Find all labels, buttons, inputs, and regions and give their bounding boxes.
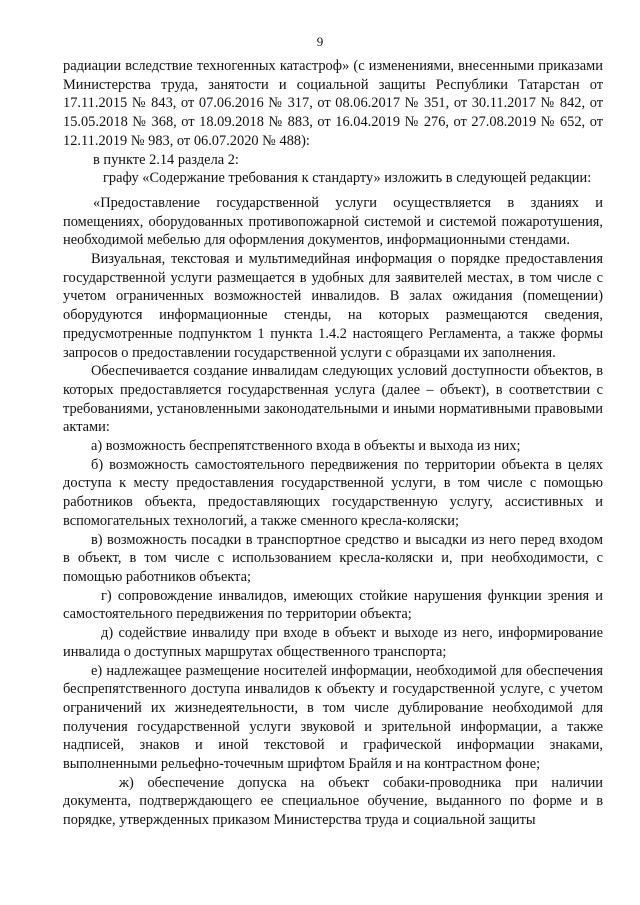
- list-item-a: а) возможность беспрепятственного входа в объекты и выхода из них;: [91, 438, 521, 455]
- paragraph-premises: «Предоставление государственной услуги осуществляется в зданиях и помещениях, оборудованных противопожарной системой и системой пожаротушения, необходимой мебелью для оформления документов, информационными стендами.: [63, 194, 603, 249]
- body-text: [63, 57, 603, 830]
- list-item-e: е) надлежащее размещение носителей информации, необходимой для обеспечения беспрепятственного доступа инвалидов к объекту и государственной услуге, с учетом ограничений их жизнедеятельности, в том числе дублирование необходимой для получения государственной услуги звуковой и зрительной информации, а также надписей, знаков и иной текстовой и графической информации знаками, выполненными рельефно-точечным шрифтом Брайля и на контрастном фоне;: [63, 662, 603, 773]
- list-item-b: б) возможность самостоятельного передвижения по территории объекта в целях доступа к месту предоставления государственной услуги, в том числе с помощью работников объекта, предоставляющих государственную услугу, ассистивных и вспомогательных технологий, а также сменного кресла-коляски;: [63, 456, 603, 529]
- paragraph-column-instruction: графу «Содержание требования к стандарту» изложить в следующей редакции:: [103, 170, 592, 187]
- list-item-v: в) возможность посадки в транспортное средство и высадки из него перед входом в объект, в том числе с использованием кресла-коляски и, при необходимости, с помощью работников объекта;: [63, 531, 603, 585]
- list-item-g: г) сопровождение инвалидов, имеющих стойкие нарушения функции зрения и самостоятельного передвижения по территории объекта;: [63, 587, 603, 623]
- list-item-d: д) содействие инвалиду при входе в объект и выходе из него, информирование инвалида о доступных маршрутах общественного транспорта;: [63, 625, 603, 660]
- paragraph-continuation: радиации вследствие техногенных катастроф» (с изменениями, внесенными приказами Министерства труда, занятости и социальной защиты Республики Татарстан от 17.11.2015 № 843, от 07.06.2016 № 317, от 08.06.2017 № 351, от 30.11.2017 № 842, от 15.05.2018 № 368, от 18.09.2018 № 883, от 16.04.2019 № 276, от 27.08.2019 № 652, от 12.11.2019 № 983, от 06.07.2020 № 488):: [63, 58, 603, 149]
- paragraph-accessibility-intro: Обеспечивается создание инвалидам следующих условий доступности объектов, в которых предоставляется государственная услуга (далее – объект), в соответствии с требованиями, установленными законодательными и иными нормативными правовыми актами:: [63, 363, 603, 436]
- paragraph-point-2-14: в пункте 2.14 раздела 2:: [93, 151, 239, 168]
- paragraph-information: Визуальная, текстовая и мультимедийная информация о порядке предоставления государственной услуги размещается в удобных для заявителей местах, в том числе с учетом ограниченных возможностей инвалидов. В залах ожидания (помещении) оборудуются информационные стенды, на которых размещаются сведения, предусмотренные подпунктом 1 пункта 1.4.2 настоящего Регламента, а также формы запросов о предоставлении государственной услуги с образцами их заполнения.: [63, 251, 603, 361]
- list-item-zh: ж) обеспечение допуска на объект собаки-проводника при наличии документа, подтверждающего ее специальное обучение, выданного по форме и в порядке, утвержденных приказом Министерства труда и социальной защиты: [63, 774, 603, 829]
- page-number: 9: [316, 34, 324, 49]
